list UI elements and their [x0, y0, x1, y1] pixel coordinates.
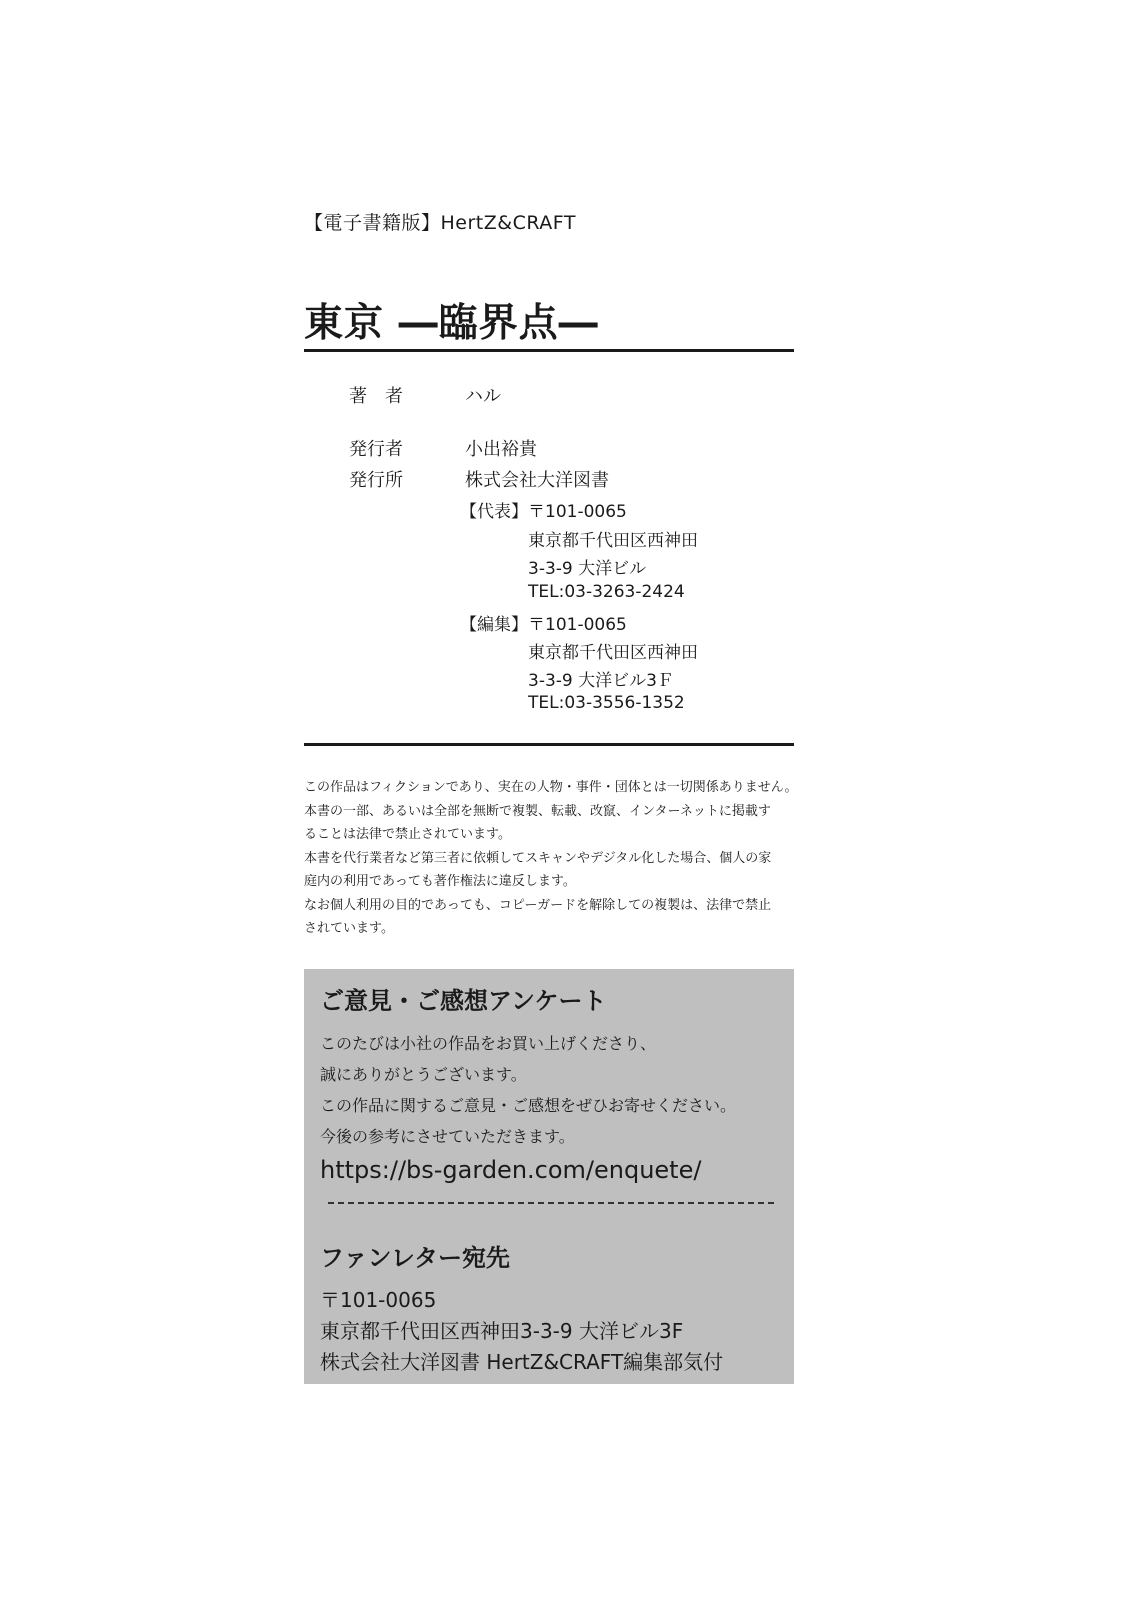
- imprint-label: 【電子書籍版】HertZ&CRAFT: [304, 212, 576, 234]
- fan-letter-line: 東京都千代田区西神田3-3-9 大洋ビル3F: [320, 1319, 684, 1343]
- address-main-line: 3-3-9 大洋ビル: [528, 559, 647, 579]
- bottom-rule: [304, 743, 794, 746]
- credit-publisher-value: 小出裕貴: [465, 439, 537, 460]
- address-main-line: TEL:03-3263-2424: [528, 582, 685, 602]
- notice-line: 本書の一部、あるいは全部を無断で複製、転載、改竄、インターネットに掲載す: [304, 803, 771, 819]
- credit-publisher-label: 発行者: [349, 439, 403, 460]
- survey-line: 誠にありがとうございます。: [320, 1065, 527, 1084]
- survey-box: [304, 969, 794, 1384]
- credit-house-label: 発行所: [349, 470, 403, 491]
- address-editorial-line: 〒101-0065: [528, 615, 627, 635]
- fan-letter-heading: ファンレター宛先: [320, 1244, 510, 1272]
- notice-line: この作品はフィクションであり、実在の人物・事件・団体とは一切関係ありません。: [304, 780, 798, 795]
- address-main-line: 〒101-0065: [528, 502, 627, 522]
- fan-letter-line: 〒101-0065: [320, 1288, 437, 1312]
- address-main-line: 東京都千代田区西神田: [528, 531, 698, 551]
- address-editorial-tag: 【編集】: [460, 615, 528, 635]
- title-rule: [304, 349, 794, 352]
- survey-url[interactable]: https://bs-garden.com/enquete/: [320, 1156, 702, 1184]
- address-editorial-line: TEL:03-3556-1352: [528, 693, 685, 713]
- survey-line: この作品に関するご意見・ご感想をぜひお寄せください。: [320, 1096, 737, 1115]
- fan-letter-line: 株式会社大洋図書 HertZ&CRAFT編集部気付: [320, 1350, 724, 1374]
- book-title: 東京 ―臨界点―: [304, 301, 599, 346]
- notice-line: 庭内の利用であっても著作権法に違反します。: [304, 874, 576, 889]
- notice-line: 本書を代行業者など第三者に依頼してスキャンやデジタル化した場合、個人の家: [304, 850, 772, 866]
- dashed-divider: [328, 1202, 774, 1204]
- address-main-tag: 【代表】: [460, 502, 528, 522]
- survey-line: 今後の参考にさせていただきます。: [320, 1127, 575, 1146]
- notice-line: されています。: [304, 921, 394, 936]
- legal-notice: [304, 776, 796, 941]
- credit-author-label: 著 者: [349, 386, 403, 407]
- address-editorial-line: 3-3-9 大洋ビル3Ｆ: [528, 671, 674, 691]
- credit-author-value: ハル: [465, 386, 501, 407]
- survey-line: このたびは小社の作品をお買い上げくださり、: [320, 1034, 657, 1053]
- survey-heading: ご意見・ご感想アンケート: [320, 987, 607, 1015]
- credit-house-value: 株式会社大洋図書: [465, 470, 609, 491]
- address-editorial-line: 東京都千代田区西神田: [528, 643, 698, 663]
- notice-line: ることは法律で禁止されています。: [304, 827, 511, 842]
- notice-line: なお個人利用の目的であっても、コピーガードを解除しての複製は、法律で禁止: [304, 897, 772, 913]
